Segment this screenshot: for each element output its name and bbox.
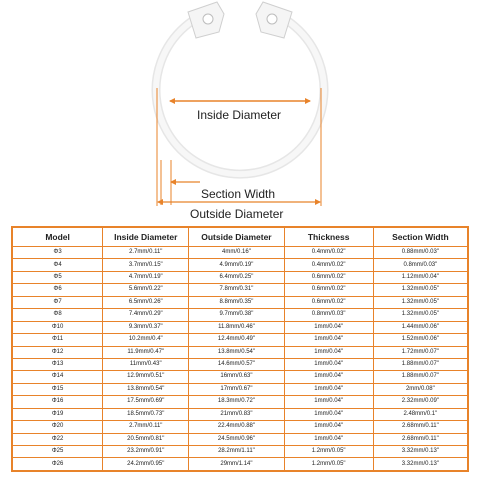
table-row xyxy=(12,433,468,445)
thickness-cell: 0.4mm/0.02" xyxy=(284,259,373,271)
thickness-cell: 1mm/0.04" xyxy=(284,334,373,346)
inside-diameter-cell: 3.7mm/0.15" xyxy=(103,259,189,271)
outside-diameter-cell: 29mm/1.14" xyxy=(189,458,284,471)
model-cell: Φ11 xyxy=(12,334,103,346)
inside-diameter-cell: 4.7mm/0.19" xyxy=(103,271,189,283)
outside-diameter-cell: 13.8mm/0.54" xyxy=(189,346,284,358)
section-width-cell: 0.88mm/0.03" xyxy=(373,247,468,259)
section-width-cell: 2.68mm/0.11" xyxy=(373,421,468,433)
section-width-cell: 1.32mm/0.05" xyxy=(373,309,468,321)
inside-diameter-cell: 13.8mm/0.54" xyxy=(103,383,189,395)
model-cell: Φ6 xyxy=(12,284,103,296)
table-body xyxy=(12,247,468,472)
model-cell: Φ25 xyxy=(12,446,103,458)
inside-diameter-cell: 23.2mm/0.91" xyxy=(103,446,189,458)
thickness-cell: 1.2mm/0.05" xyxy=(284,446,373,458)
thickness-cell: 0.6mm/0.02" xyxy=(284,271,373,283)
outside-diameter-cell: 4mm/0.16" xyxy=(189,247,284,259)
thickness-cell: 1mm/0.04" xyxy=(284,408,373,420)
model-cell: Φ22 xyxy=(12,433,103,445)
section-width-cell: 2mm/0.08" xyxy=(373,383,468,395)
outside-diameter-cell: 22.4mm/0.88" xyxy=(189,421,284,433)
inside-diameter-label: Inside Diameter xyxy=(197,108,282,122)
outside-diameter-cell: 4.9mm/0.19" xyxy=(189,259,284,271)
model-cell: Φ7 xyxy=(12,296,103,308)
table-row xyxy=(12,408,468,420)
ear-hole-left xyxy=(203,14,213,24)
model-cell: Φ12 xyxy=(12,346,103,358)
inside-diameter-cell: 17.5mm/0.69" xyxy=(103,396,189,408)
section-width-cell: 3.32mm/0.13" xyxy=(373,458,468,471)
outside-diameter-cell: 9.7mm/0.38" xyxy=(189,309,284,321)
thickness-cell: 0.4mm/0.02" xyxy=(284,247,373,259)
outside-diameter-cell: 11.8mm/0.46" xyxy=(189,321,284,333)
table-row xyxy=(12,421,468,433)
inside-diameter-cell: 20.5mm/0.81" xyxy=(103,433,189,445)
inside-diameter-cell: 18.5mm/0.73" xyxy=(103,408,189,420)
outside-diameter-cell: 17mm/0.67" xyxy=(189,383,284,395)
table-row xyxy=(12,346,468,358)
model-cell: Φ19 xyxy=(12,408,103,420)
outside-diameter-cell: 14.6mm/0.57" xyxy=(189,358,284,370)
inside-diameter-cell: 11mm/0.43" xyxy=(103,358,189,370)
model-cell: Φ4 xyxy=(12,259,103,271)
section-width-cell: 1.72mm/0.07" xyxy=(373,346,468,358)
table-row xyxy=(12,334,468,346)
table-row xyxy=(12,396,468,408)
outside-diameter-cell: 16mm/0.63" xyxy=(189,371,284,383)
table-header-row xyxy=(12,227,468,247)
outside-diameter-cell: 21mm/0.83" xyxy=(189,408,284,420)
section-width-cell: 3.32mm/0.13" xyxy=(373,446,468,458)
thickness-cell: 1mm/0.04" xyxy=(284,383,373,395)
table-row xyxy=(12,284,468,296)
model-cell: Φ16 xyxy=(12,396,103,408)
header-section-width: Section Width xyxy=(373,227,468,247)
model-cell: Φ10 xyxy=(12,321,103,333)
model-cell: Φ5 xyxy=(12,271,103,283)
inside-diameter-cell: 5.6mm/0.22" xyxy=(103,284,189,296)
outside-diameter-cell: 24.5mm/0.96" xyxy=(189,433,284,445)
model-cell: Φ20 xyxy=(12,421,103,433)
section-width-cell: 1.52mm/0.06" xyxy=(373,334,468,346)
header-inside-diameter: Inside Diameter xyxy=(103,227,189,247)
outside-diameter-cell: 28.2mm/1.11" xyxy=(189,446,284,458)
section-width-cell: 2.68mm/0.11" xyxy=(373,433,468,445)
table-row xyxy=(12,371,468,383)
table-row xyxy=(12,458,468,471)
outside-diameter-cell: 18.3mm/0.72" xyxy=(189,396,284,408)
inside-diameter-cell: 7.4mm/0.29" xyxy=(103,309,189,321)
model-cell: Φ26 xyxy=(12,458,103,471)
outside-diameter-cell: 12.4mm/0.49" xyxy=(189,334,284,346)
table-row xyxy=(12,309,468,321)
inside-diameter-cell: 11.9mm/0.47" xyxy=(103,346,189,358)
section-width-label: Section Width xyxy=(201,187,276,201)
thickness-cell: 0.6mm/0.02" xyxy=(284,284,373,296)
header-model: Model xyxy=(12,227,103,247)
thickness-cell: 1mm/0.04" xyxy=(284,371,373,383)
inside-diameter-cell: 10.2mm/0.4" xyxy=(103,334,189,346)
outside-diameter-label: Outside Diameter xyxy=(190,207,284,221)
outside-diameter-cell: 8.8mm/0.35" xyxy=(189,296,284,308)
table-row xyxy=(12,296,468,308)
inside-diameter-cell: 9.3mm/0.37" xyxy=(103,321,189,333)
model-cell: Φ3 xyxy=(12,247,103,259)
outside-diameter-cell: 6.4mm/0.25" xyxy=(189,271,284,283)
spec-table xyxy=(11,226,469,472)
model-cell: Φ13 xyxy=(12,358,103,370)
section-width-cell: 1.32mm/0.05" xyxy=(373,296,468,308)
thickness-cell: 1mm/0.04" xyxy=(284,321,373,333)
table-row xyxy=(12,358,468,370)
section-width-cell: 1.12mm/0.04" xyxy=(373,271,468,283)
table-row xyxy=(12,259,468,271)
inside-diameter-cell: 2.7mm/0.11" xyxy=(103,247,189,259)
outside-diameter-cell: 7.8mm/0.31" xyxy=(189,284,284,296)
thickness-cell: 1mm/0.04" xyxy=(284,421,373,433)
thickness-cell: 0.8mm/0.03" xyxy=(284,309,373,321)
section-width-cell: 1.88mm/0.07" xyxy=(373,358,468,370)
thickness-cell: 1mm/0.04" xyxy=(284,433,373,445)
model-cell: Φ14 xyxy=(12,371,103,383)
section-width-cell: 1.32mm/0.05" xyxy=(373,284,468,296)
table-row xyxy=(12,446,468,458)
section-width-cell: 0.8mm/0.03" xyxy=(373,259,468,271)
section-width-cell: 2.48mm/0.1" xyxy=(373,408,468,420)
thickness-cell: 0.6mm/0.02" xyxy=(284,296,373,308)
section-width-cell: 1.44mm/0.06" xyxy=(373,321,468,333)
header-thickness: Thickness xyxy=(284,227,373,247)
section-width-cell: 2.32mm/0.09" xyxy=(373,396,468,408)
model-cell: Φ15 xyxy=(12,383,103,395)
inside-diameter-cell: 2.7mm/0.11" xyxy=(103,421,189,433)
thickness-cell: 1mm/0.04" xyxy=(284,346,373,358)
table-row xyxy=(12,247,468,259)
header-outside-diameter: Outside Diameter xyxy=(189,227,284,247)
table-row xyxy=(12,383,468,395)
table-row xyxy=(12,321,468,333)
thickness-cell: 1mm/0.04" xyxy=(284,396,373,408)
inside-diameter-cell: 12.9mm/0.51" xyxy=(103,371,189,383)
thickness-cell: 1mm/0.04" xyxy=(284,358,373,370)
section-width-cell: 1.88mm/0.07" xyxy=(373,371,468,383)
model-cell: Φ8 xyxy=(12,309,103,321)
ear-hole-right xyxy=(267,14,277,24)
thickness-cell: 1.2mm/0.05" xyxy=(284,458,373,471)
inside-diameter-cell: 24.2mm/0.95" xyxy=(103,458,189,471)
table-row xyxy=(12,271,468,283)
inside-diameter-cell: 6.5mm/0.26" xyxy=(103,296,189,308)
